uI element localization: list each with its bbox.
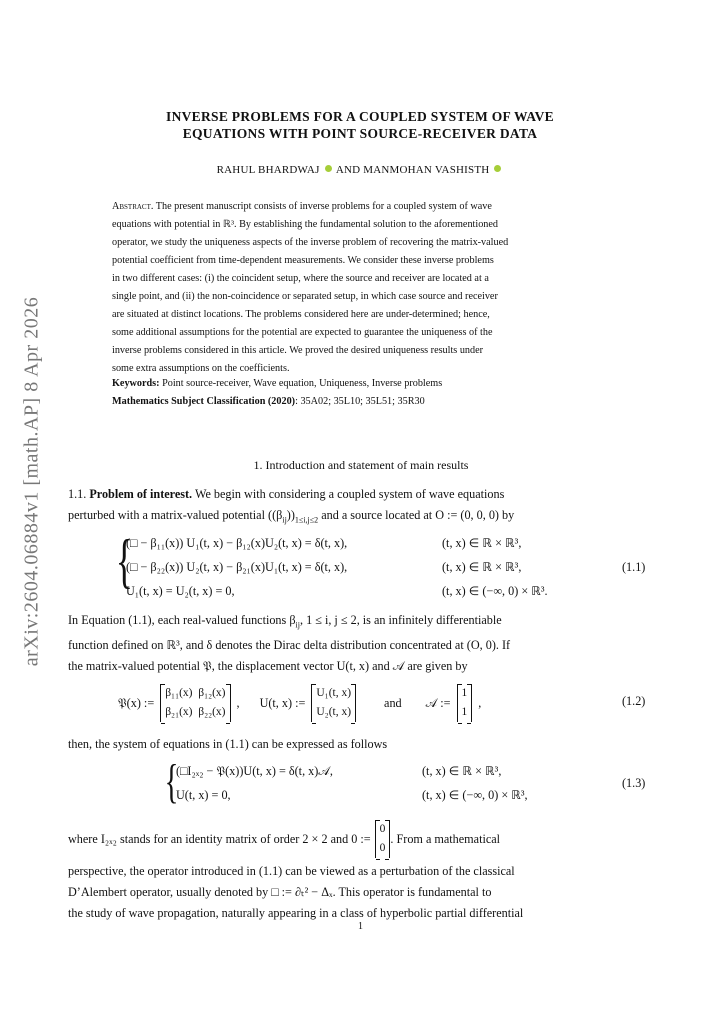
paper-title: [100, 108, 620, 142]
paragraph-3: then, the system of equations in (1.1) can be expressed as follows: [68, 737, 388, 751]
eq-1-3-row-1: (□I₂ₓ₂ − 𝔓(x))U(t, x) = δ(t, x)𝒜,: [176, 764, 333, 778]
abstract-line: some extra assumptions on the coefficients.: [112, 363, 290, 374]
abstract: [112, 198, 610, 378]
author-2: MANMOHAN VASHISTH: [363, 164, 490, 176]
keywords-block: [112, 375, 612, 411]
title-line-1: INVERSE PROBLEMS FOR A COUPLED SYSTEM OF WAVE: [166, 109, 554, 124]
orcid-icon[interactable]: [494, 165, 501, 172]
eq-1-1-row-2-domain: (t, x) ∈ ℝ × ℝ³,: [442, 560, 522, 574]
abstract-line: operator, we study the uniqueness aspects of the inverse problem of recovering the matrix-valued: [112, 237, 509, 248]
page-number: 1: [358, 921, 363, 932]
abstract-line: potential coefficient from time-dependent measurements. We consider these inverse problems: [112, 255, 494, 266]
brace: {: [164, 755, 179, 808]
p-lhs: 𝔓(x) :=: [118, 695, 155, 710]
zero-vector: 0 0: [375, 820, 391, 858]
title-line-2: EQUATIONS WITH POINT SOURCE-RECEIVER DATA: [182, 126, 538, 141]
authors-and: AND: [335, 164, 361, 176]
orcid-icon[interactable]: [325, 165, 332, 172]
abstract-line: equations with potential in ℝ³. By establishing the fundamental solution to the aforementioned: [112, 219, 499, 230]
displacement-vector: U₁(t, x) U₂(t, x): [311, 684, 356, 722]
equation-number: (1.3): [622, 776, 646, 790]
paragraph-4: where I₂ₓ₂ stands for an identity matrix of order 2 × 2 and 0 := 0 0 . From a mathematical: [68, 820, 654, 858]
abstract-line: inverse problems considered in this article. We proved the desired uniqueness results under: [112, 345, 484, 356]
eq-1-3-row-2: U(t, x) = 0,: [176, 788, 231, 802]
paragraph-1: 1.1. Problem of interest. We begin with considering a coupled system of wave equations perturbed with a matrix-valued potential $((\beta_{ij}))_{1\le i,j\le 2}$ and a source located at O := (0, 0, 0) by: [68, 487, 515, 525]
abstract-label: Abstract.: [112, 201, 154, 212]
abstract-line: single point, and (ii) the non-coincidence or separated setup, in which case source and receiver: [112, 291, 498, 302]
potential-matrix: β₁₁(x) β₁₂(x) β₂₁(x) β₂₂(x): [160, 684, 230, 722]
eq-1-3-row-1-domain: (t, x) ∈ ℝ × ℝ³,: [422, 764, 502, 778]
abstract-line: in two different cases: (i) the coincident setup, where the source and receiver are located at a: [112, 273, 489, 284]
equation-number: (1.1): [622, 560, 646, 574]
a-vector: 1 1: [457, 684, 473, 722]
msc: Mathematics Subject Classification (2020): 35A02; 35L10; 35L51; 35R30: [112, 396, 425, 407]
eq-1-1-row-2: (□ − β₂₂(x)) U₂(t, x) − β₂₁(x)U₁(t, x) = δ(t, x),: [126, 560, 348, 574]
eq-1-1-row-1-domain: (t, x) ∈ ℝ × ℝ³,: [442, 536, 522, 550]
paragraph-2: In Equation (1.1), each real-valued functions $\beta_{ij}$, 1 ≤ i, j ≤ 2, is an infinitely differentiable function defined on ℝ³, and δ denotes the Dirac delta distribution concentrated at (O, 0). If the matrix-valued potential 𝔓, the displacement vector U(t, x) and 𝒜 are given by: [68, 613, 511, 674]
a-lhs: 𝒜 :=: [425, 695, 451, 710]
brace: {: [115, 528, 134, 594]
authors: [100, 164, 620, 176]
eq-1-1-row-1: (□ − β₁₁(x)) U₁(t, x) − β₁₂(x)U₂(t, x) = δ(t, x),: [126, 536, 348, 550]
eq-1-2: 𝔓(x) := β₁₁(x) β₁₂(x) β₂₁(x) β₂₂(x) , U(t, x) := U₁(t, x) U₂(t, x) and 𝒜 := 1 1 ,: [118, 680, 481, 726]
keywords: Keywords: Point source-receiver, Wave equation, Uniqueness, Inverse problems: [112, 378, 443, 389]
and-word: and: [384, 695, 402, 710]
equation-number: (1.2): [622, 694, 646, 708]
u-lhs: U(t, x) :=: [259, 695, 306, 710]
eq-1-1-row-3: U₁(t, x) = U₂(t, x) = 0,: [126, 584, 235, 598]
abstract-line: some additional assumptions for the potential are expected to guarantee the uniqueness of the: [112, 327, 493, 338]
author-1: RAHUL BHARDWAJ: [216, 164, 320, 176]
arxiv-identifier[interactable]: arXiv:2604.06884v1 [math.AP] 8 Apr 2026: [20, 296, 43, 667]
subsection-title: Problem of interest.: [89, 487, 193, 501]
abstract-line: are situated at distinct locations. The problems considered here are under-determined; hence,: [112, 309, 490, 320]
paragraph-5: perspective, the operator introduced in (1.1) can be viewed as a perturbation of the classical D’Alembert operator, usually denoted by □ := ∂ₜ² − Δₓ. This operator is fundamental to the study of wave propagation, naturally appearing in a class of hyperbolic partial differential: [68, 864, 524, 920]
section-title: 1. Introduction and statement of main results: [253, 458, 469, 472]
eq-1-3-row-2-domain: (t, x) ∈ (−∞, 0) × ℝ³,: [422, 788, 528, 802]
abstract-line: Abstract. The present manuscript consists of inverse problems for a coupled system of wave: [112, 201, 492, 212]
eq-1-1-row-3-domain: (t, x) ∈ (−∞, 0) × ℝ³.: [442, 584, 548, 598]
